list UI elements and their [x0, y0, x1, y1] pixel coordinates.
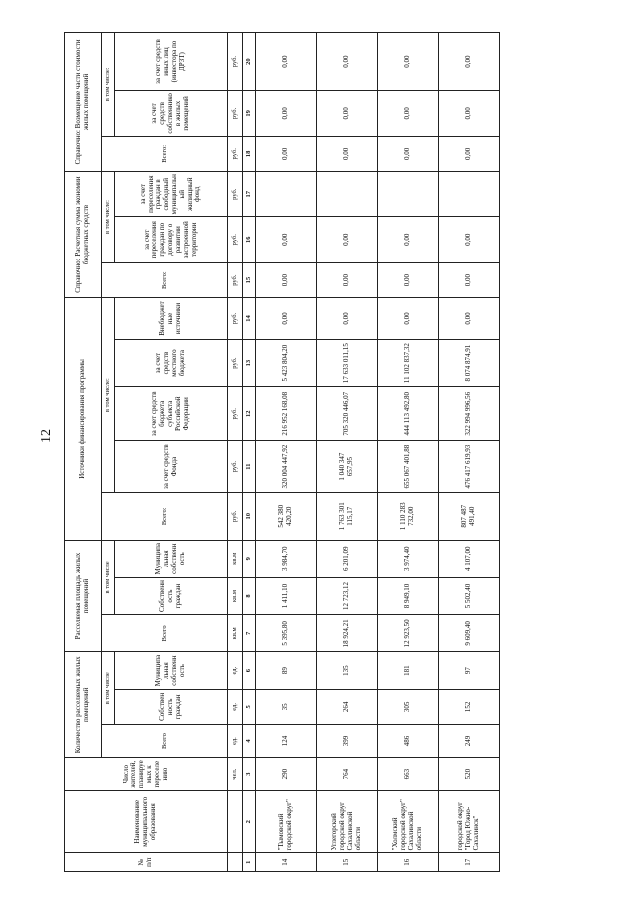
area-private: 1 411,10: [256, 577, 317, 614]
unit-cell: руб.: [228, 263, 243, 298]
comp-owners: 0,00: [378, 91, 439, 137]
column-number-cell: 20: [243, 33, 256, 91]
column-number-cell: 5: [243, 689, 256, 724]
subgroup-savings-incl: в том числе:: [102, 171, 115, 262]
table-row: [256, 33, 317, 872]
col-header-compensation-total: Всего:: [102, 136, 228, 171]
row-number: 16: [378, 853, 439, 872]
unit-cell: руб.: [228, 387, 243, 441]
savings-free-fund: [317, 171, 378, 217]
funding-extra: 0,00: [439, 298, 500, 339]
col-header-savings-free-fund: за счет переселения граждан в свободный муниципальный жилищный фонд: [115, 171, 228, 217]
column-number-cell: 13: [243, 339, 256, 387]
col-header-units-private: Собственность граждан: [115, 689, 228, 724]
col-header-units-total: Всего: [102, 724, 228, 757]
row-number: 14: [256, 853, 317, 872]
column-number-cell: 1: [243, 853, 256, 872]
resettlement-table: [64, 32, 500, 872]
people-count: 764: [317, 758, 378, 791]
area-total: 9 609,40: [439, 615, 500, 652]
area-total: 18 924,21: [317, 615, 378, 652]
funding-region: 216 952 168,08: [256, 387, 317, 441]
comp-others: 0,00: [439, 33, 500, 91]
column-number-cell: 11: [243, 441, 256, 493]
funding-total: 1 110 283 732,00: [378, 492, 439, 540]
unit-cell: руб.: [228, 217, 243, 263]
savings-drzt: 0,00: [256, 217, 317, 263]
units-private: 152: [439, 689, 500, 724]
col-header-people: Число жителей, планируемых к переселению: [65, 758, 228, 791]
people-count: 290: [256, 758, 317, 791]
unit-cell: руб.: [228, 136, 243, 171]
funding-fond: 476 417 619,93: [439, 441, 500, 493]
area-total: 5 395,80: [256, 615, 317, 652]
column-number-cell: 4: [243, 724, 256, 757]
table-row: [317, 33, 378, 872]
funding-local: 5 423 804,20: [256, 339, 317, 387]
column-number-cell: 17: [243, 171, 256, 217]
savings-free-fund: [378, 171, 439, 217]
column-number-cell: 15: [243, 263, 256, 298]
savings-drzt: 0,00: [378, 217, 439, 263]
funding-extra: 0,00: [317, 298, 378, 339]
comp-total: 0,00: [378, 136, 439, 171]
group-header-resettled-area: Расселяемая площадь жилых помещений: [65, 540, 102, 652]
comp-total: 0,00: [439, 136, 500, 171]
comp-total: 0,00: [256, 136, 317, 171]
units-muni: 181: [378, 652, 439, 689]
savings-free-fund: [256, 171, 317, 217]
units-private: 264: [317, 689, 378, 724]
col-header-area-total: Всего: [102, 615, 228, 652]
unit-cell: руб.: [228, 298, 243, 339]
group-header-ref-compensation: Справочно: Возмещение части стоимости жилых помещений: [65, 33, 102, 172]
page-number: 12: [39, 429, 54, 443]
funding-region: 705 320 446,07: [317, 387, 378, 441]
funding-total: 807 487 491,40: [439, 492, 500, 540]
group-header-funding-sources: Источники финансирования программы: [65, 298, 102, 540]
row-number: 15: [317, 853, 378, 872]
units-total: 486: [378, 724, 439, 757]
people-count: 520: [439, 758, 500, 791]
funding-local: 17 633 011,15: [317, 339, 378, 387]
municipality-name: "Холмский городской округ" Сахалинской области: [378, 791, 439, 853]
savings-total: 0,00: [439, 263, 500, 298]
funding-extra: 0,00: [378, 298, 439, 339]
column-number-cell: 3: [243, 758, 256, 791]
units-muni: 135: [317, 652, 378, 689]
unit-cell: руб.: [228, 171, 243, 217]
col-header-savings-drzt: за счет переселения граждан по договору о развитии застроенной территории: [115, 217, 228, 263]
unit-cell: руб.: [228, 492, 243, 540]
column-number-cell: 16: [243, 217, 256, 263]
municipality-name: Углегорский городской округ Сахалинской области: [317, 791, 378, 853]
comp-others: 0,00: [317, 33, 378, 91]
unit-cell: кв.м: [228, 540, 243, 577]
savings-drzt: 0,00: [317, 217, 378, 263]
funding-fond: 655 067 401,88: [378, 441, 439, 493]
area-muni: 3 984,70: [256, 540, 317, 577]
comp-owners: 0,00: [317, 91, 378, 137]
funding-extra: 0,00: [256, 298, 317, 339]
group-header-resettled-count: Количество расселяемых жилых помещений: [65, 652, 102, 758]
unit-cell: руб.: [228, 91, 243, 137]
column-number-cell: 9: [243, 540, 256, 577]
savings-free-fund: [439, 171, 500, 217]
comp-total: 0,00: [317, 136, 378, 171]
funding-total: 1 763 301 115,17: [317, 492, 378, 540]
unit-cell: ед.: [228, 724, 243, 757]
funding-fond: 1 040 347 657,95: [317, 441, 378, 493]
units-row: [228, 33, 243, 872]
unit-cell: кв.м: [228, 615, 243, 652]
table-row: [439, 33, 500, 872]
area-private: 12 723,12: [317, 577, 378, 614]
column-number-cell: 7: [243, 615, 256, 652]
col-header-comp-others: за счет средств иных лиц (инвестора по ДРЗТ): [115, 33, 228, 91]
units-total: 249: [439, 724, 500, 757]
unit-cell: кв.м: [228, 577, 243, 614]
subgroup-compensation-incl: в том числе:: [102, 33, 115, 137]
funding-region: 322 994 996,56: [439, 387, 500, 441]
comp-others: 0,00: [256, 33, 317, 91]
column-number-cell: 19: [243, 91, 256, 137]
area-private: 8 949,10: [378, 577, 439, 614]
unit-cell: руб.: [228, 339, 243, 387]
units-private: 305: [378, 689, 439, 724]
rotated-table-wrapper: [64, 32, 584, 872]
column-number-cell: 18: [243, 136, 256, 171]
col-header-units-muni: Муниципальная собственность: [115, 652, 228, 689]
area-muni: 6 201,09: [317, 540, 378, 577]
units-total: 399: [317, 724, 378, 757]
area-muni: 3 974,40: [378, 540, 439, 577]
comp-owners: 0,00: [256, 91, 317, 137]
col-header-comp-owners: за счет средств собственников жилых помещений: [115, 91, 228, 137]
column-number-cell: 2: [243, 791, 256, 853]
unit-cell: [228, 791, 243, 853]
municipality-name: "Тымовский городской округ": [256, 791, 317, 853]
funding-local: 8 074 874,91: [439, 339, 500, 387]
unit-cell: руб.: [228, 33, 243, 91]
unit-cell: [228, 853, 243, 872]
group-header-ref-savings: Справочно: Расчетная сумма экономии бюджетных средств: [65, 171, 102, 297]
area-muni: 4 107,00: [439, 540, 500, 577]
people-count: 663: [378, 758, 439, 791]
column-number-cell: 12: [243, 387, 256, 441]
col-header-fund-local: за счет средств местного бюджета: [115, 339, 228, 387]
subgroup-area-incl: в том числе: [102, 540, 115, 615]
col-header-savings-total: Всего:: [102, 263, 228, 298]
col-header-municipality: Наименование муниципального образования: [65, 791, 228, 853]
comp-others: 0,00: [378, 33, 439, 91]
column-number-cell: 14: [243, 298, 256, 339]
units-private: 35: [256, 689, 317, 724]
funding-local: 11 102 837,32: [378, 339, 439, 387]
area-private: 5 502,40: [439, 577, 500, 614]
row-number: 17: [439, 853, 500, 872]
funding-region: 444 113 492,80: [378, 387, 439, 441]
col-header-fund-region: за счет средств бюджета субъекта Российской Федерации: [115, 387, 228, 441]
col-header-funding-total: Всего:: [102, 492, 228, 540]
col-header-area-muni: Муниципальная собственность: [115, 540, 228, 577]
col-header-fund-extra: Внебюджетные источники: [115, 298, 228, 339]
unit-cell: чел.: [228, 758, 243, 791]
savings-total: 0,00: [378, 263, 439, 298]
subgroup-funding-incl: в том числе:: [102, 298, 115, 493]
column-number-cell: 10: [243, 492, 256, 540]
unit-cell: руб.: [228, 441, 243, 493]
unit-cell: ед.: [228, 652, 243, 689]
area-total: 12 923,50: [378, 615, 439, 652]
col-header-fund-fond: за счет средств Фонда: [115, 441, 228, 493]
savings-total: 0,00: [256, 263, 317, 298]
subgroup-units-incl: в том числе: [102, 652, 115, 725]
units-muni: 97: [439, 652, 500, 689]
savings-drzt: 0,00: [439, 217, 500, 263]
savings-total: 0,00: [317, 263, 378, 298]
funding-fond: 320 004 447,92: [256, 441, 317, 493]
municipality-name: городской округ "Город Южно-Сахалинск": [439, 791, 500, 853]
col-header-number: № п/п: [65, 853, 228, 872]
column-number-cell: 6: [243, 652, 256, 689]
column-numbers-row: [243, 33, 256, 872]
funding-total: 542 380 420,20: [256, 492, 317, 540]
units-muni: 89: [256, 652, 317, 689]
comp-owners: 0,00: [439, 91, 500, 137]
table-row: [378, 33, 439, 872]
column-number-cell: 8: [243, 577, 256, 614]
col-header-area-private: Собственность граждан: [115, 577, 228, 614]
unit-cell: ед.: [228, 689, 243, 724]
units-total: 124: [256, 724, 317, 757]
